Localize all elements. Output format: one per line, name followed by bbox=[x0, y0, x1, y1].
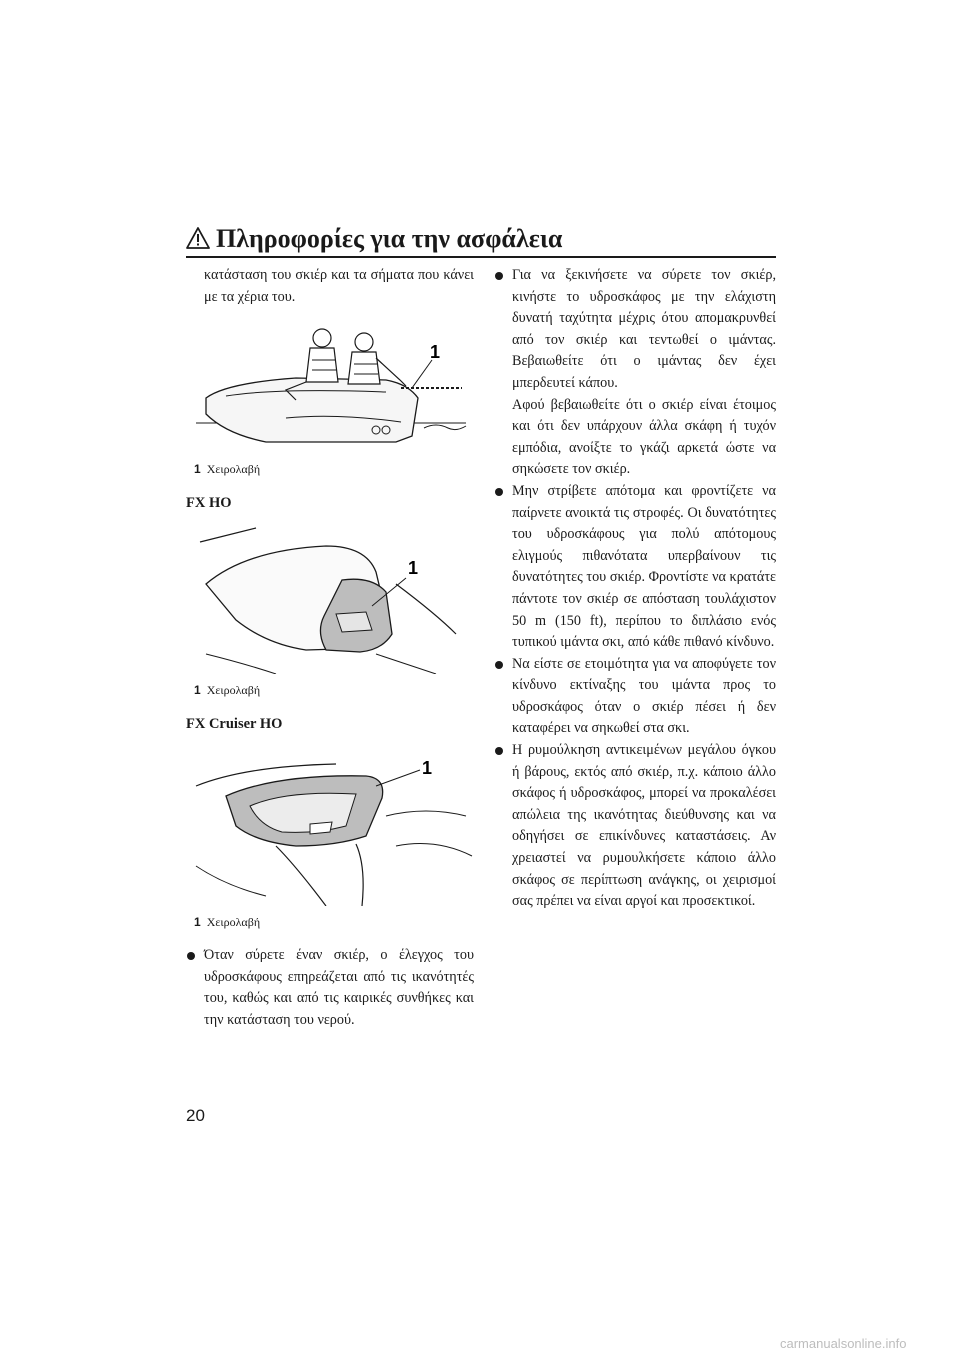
bullet-text: Όταν σύρετε έναν σκιέρ, ο έλεγχος του υδροσκάφους επηρεάζεται από τις ικανότητές του, καθώς και από τις καιρικές συνθήκες και την κατάσταση του νερού. bbox=[204, 947, 474, 1028]
bullet-continuation: Αφού βεβαιωθείτε ότι ο σκιέρ είναι έτοιμος και ότι δεν υπάρχουν άλλα σκάφη ή τυχόν εμπόδια, ανοίξτε το γκάζι αρκετά ώστε να σηκώσετε τον σκιέρ. bbox=[512, 396, 776, 478]
bullet-dot-icon bbox=[495, 661, 503, 669]
watermark-text: carmanualsonline.info bbox=[780, 1336, 907, 1351]
bullet-item bbox=[494, 740, 776, 913]
bullet-text: Να είστε σε ετοιμότητα για να αποφύγετε τον κίνδυνο εκτίναξης του ιμάντα προς το υδροσκάφος όταν ο σκιέρ πέσει ή δεν καταφέρει να σηκωθεί στα σκι. bbox=[512, 655, 776, 737]
bullet-dot-icon bbox=[187, 952, 195, 960]
bullet-text: Για να ξεκινήσετε να σύρετε τον σκιέρ, κινήστε το υδροσκάφος με την ελάχιστη δυνατή ταχύτητα μέχρις ότου απομακρυνθεί από τον σκιέρ και τεντωθεί ο ιμάντας. Βεβαιωθείτε ότι ο ιμάντας δεν έχει μπερδευτεί κάπου. bbox=[512, 267, 776, 391]
model-heading-fx-ho: FX HO bbox=[186, 494, 232, 511]
callout-1: 1 bbox=[430, 342, 441, 363]
bullet-item bbox=[494, 654, 776, 740]
model-heading-fx-cruiser-ho: FX Cruiser HO bbox=[186, 715, 283, 732]
callout-1: 1 bbox=[408, 558, 419, 579]
warning-triangle-icon bbox=[186, 227, 210, 249]
page-number: 20 bbox=[186, 1106, 205, 1125]
caption-text: Χειρολαβή bbox=[206, 462, 261, 477]
left-column bbox=[186, 265, 474, 1032]
figure-caption bbox=[194, 680, 474, 702]
towing-illustration bbox=[186, 318, 474, 453]
page-title: Πληροφορίες για την ασφάλεια bbox=[216, 224, 563, 253]
figure-fx-cruiser-ho-handle bbox=[186, 746, 474, 934]
figure-fx-ho-handle bbox=[186, 524, 474, 702]
caption-number: 1 bbox=[194, 914, 201, 929]
page-header bbox=[186, 224, 776, 258]
right-column bbox=[494, 265, 776, 913]
bullet-dot-icon bbox=[495, 488, 503, 496]
callout-1: 1 bbox=[422, 757, 433, 778]
header-divider bbox=[186, 256, 776, 258]
bullet-text: Η ρυμούλκηση αντικειμένων μεγάλου όγκου ή βάρους, εκτός από σκιέρ, π.χ. κάποιο άλλο σκάφος ή υδροσκάφος, μπορεί να προκαλέσει απώλεια της ικανότητας διεύθυνσης και να οδηγήσει σε επικίνδυνες καταστάσεις. Αν χρειαστεί να ρυμουλκήσετε κάποιο άλλο σκάφος σε περίπτωση ανάγκης, οι χειρισμοί σας πρέπει να είναι αργοί και προσεκτικοί. bbox=[512, 742, 776, 910]
figure-towing bbox=[186, 318, 474, 481]
fx-cruiser-ho-handle-illustration bbox=[186, 746, 474, 906]
caption-text: Χειρολαβή bbox=[206, 914, 261, 929]
bullet-dot-icon bbox=[495, 272, 503, 280]
bullet-item bbox=[494, 481, 776, 654]
figure-caption bbox=[194, 459, 474, 481]
caption-number: 1 bbox=[194, 462, 201, 477]
bullet-text: Μην στρίβετε απότομα και φροντίζετε να παίρνετε ανοικτά τις στροφές. Οι δυνατότητες του υδροσκάφους για πολύ απότομους ελιγμούς πιθανότατα υπερβαίνουν τις δυνατότητες του σκιέρ. Φροντίστε να κρατάτε πάντοτε τον σκιέρ σε απόσταση τουλάχιστον 50 m (150 ft), περίπου το διπλάσιο ενός τυπικού ιμάντα σκι, από κάθε πιθανό κίνδυνο. bbox=[512, 482, 776, 651]
bullet-item bbox=[186, 945, 474, 1031]
figure-caption bbox=[194, 912, 474, 934]
bullet-item bbox=[494, 265, 776, 395]
caption-number: 1 bbox=[194, 683, 201, 698]
bullet-dot-icon bbox=[495, 747, 503, 755]
caption-text: Χειρολαβή bbox=[206, 683, 261, 698]
intro-paragraph: κατάσταση του σκιέρ και τα σήματα που κάνει με τα χέρια του. bbox=[204, 267, 474, 305]
fx-ho-handle-illustration bbox=[186, 524, 474, 674]
